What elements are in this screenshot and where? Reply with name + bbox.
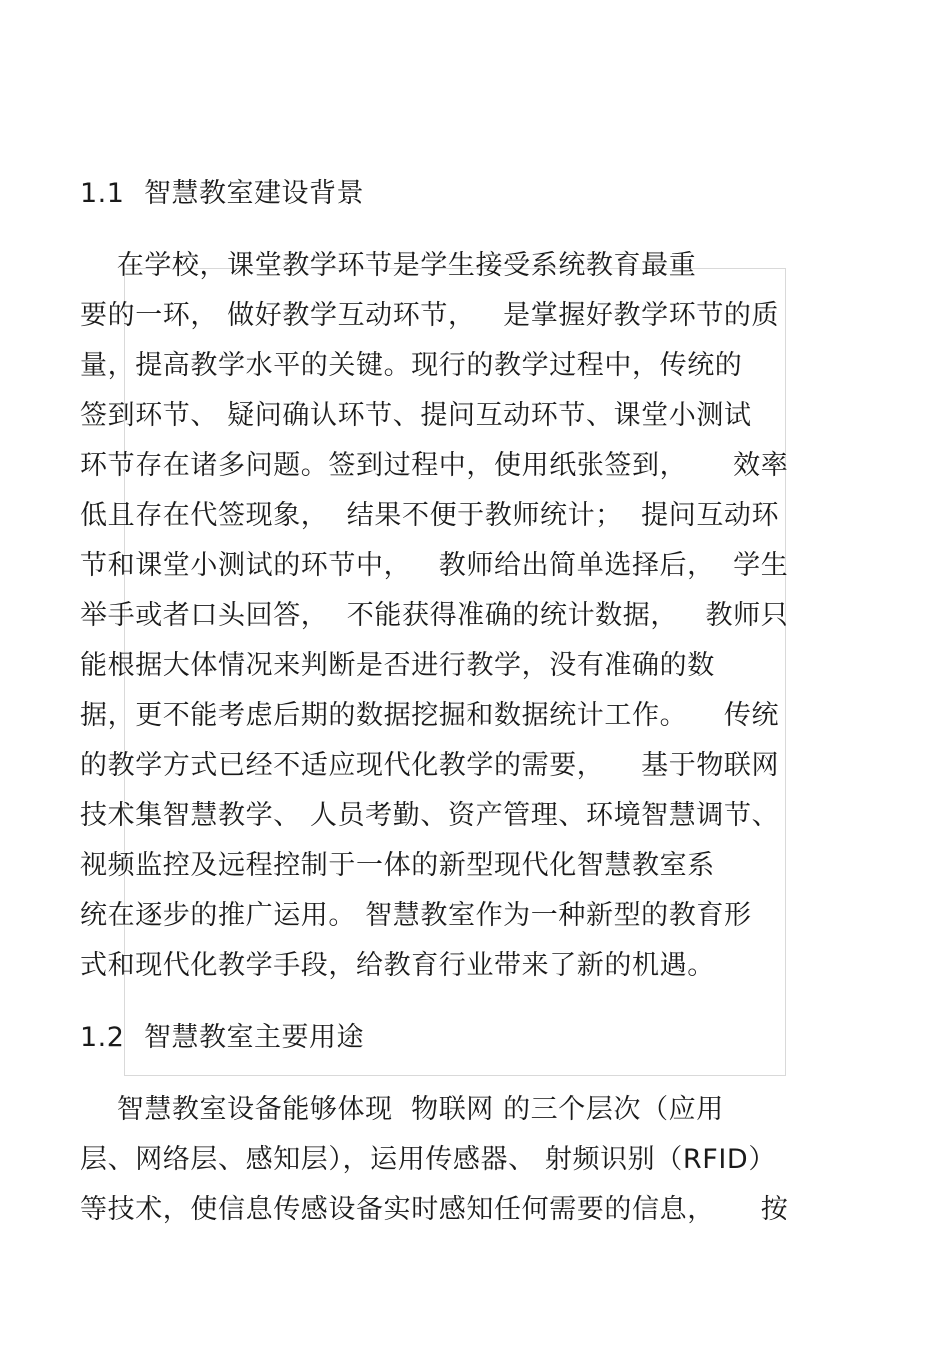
paragraph-line: 层、网络层、感知层），运用传感器、 射频识别（RFID） [80,1144,776,1175]
paragraph-line: 智慧教室设备能够体现 物联网 的三个层次（应用 [80,1094,724,1125]
paragraph-line: 据，更不能考虑后期的数据挖掘和数据统计工作。 传统 [80,700,780,731]
section-1-number: 1.1 [80,178,125,209]
paragraph-line: 低且存在代签现象， 结果不便于教师统计； 提问互动环 [80,500,780,531]
paragraph-line: 的教学方式已经不适应现代化教学的需要， 基于物联网 [80,750,780,781]
paragraph-line: 签到环节、 疑问确认环节、提问互动环节、课堂小测试 [80,400,752,431]
paragraph-line: 在学校，课堂教学环节是学生接受系统教育最重 [80,250,697,281]
paragraph-line: 举手或者口头回答， 不能获得准确的统计数据， 教师只 [80,600,789,631]
section-2-number: 1.2 [80,1022,125,1053]
paragraph-line: 等技术，使信息传感设备实时感知任何需要的信息， 按 [80,1194,789,1225]
paragraph-line: 式和现代化教学手段，给教育行业带来了新的机遇。 [80,950,715,981]
paragraph-line: 环节存在诸多问题。签到过程中，使用纸张签到， 效率 [80,450,789,481]
paragraph-line: 视频监控及远程控制于一体的新型现代化智慧教室系 [80,850,715,881]
section-2-heading [80,1020,364,1056]
section-2-title: 智慧教室主要用途 [144,1022,364,1053]
paragraph-line: 要的一环， 做好教学互动环节， 是掌握好教学环节的质 [80,300,780,331]
section-1-title: 智慧教室建设背景 [144,178,364,209]
paragraph-line: 能根据大体情况来判断是否进行教学，没有准确的数 [80,650,715,681]
paragraph-line: 量，提高教学水平的关键。现行的教学过程中，传统的 [80,350,743,381]
section-1-heading [80,176,364,212]
paragraph-line: 技术集智慧教学、 人员考勤、资产管理、环境智慧调节、 [80,800,780,831]
paragraph-line: 统在逐步的推广运用。 智慧教室作为一种新型的教育形 [80,900,752,931]
paragraph-line: 节和课堂小测试的环节中， 教师给出简单选择后， 学生 [80,550,789,581]
